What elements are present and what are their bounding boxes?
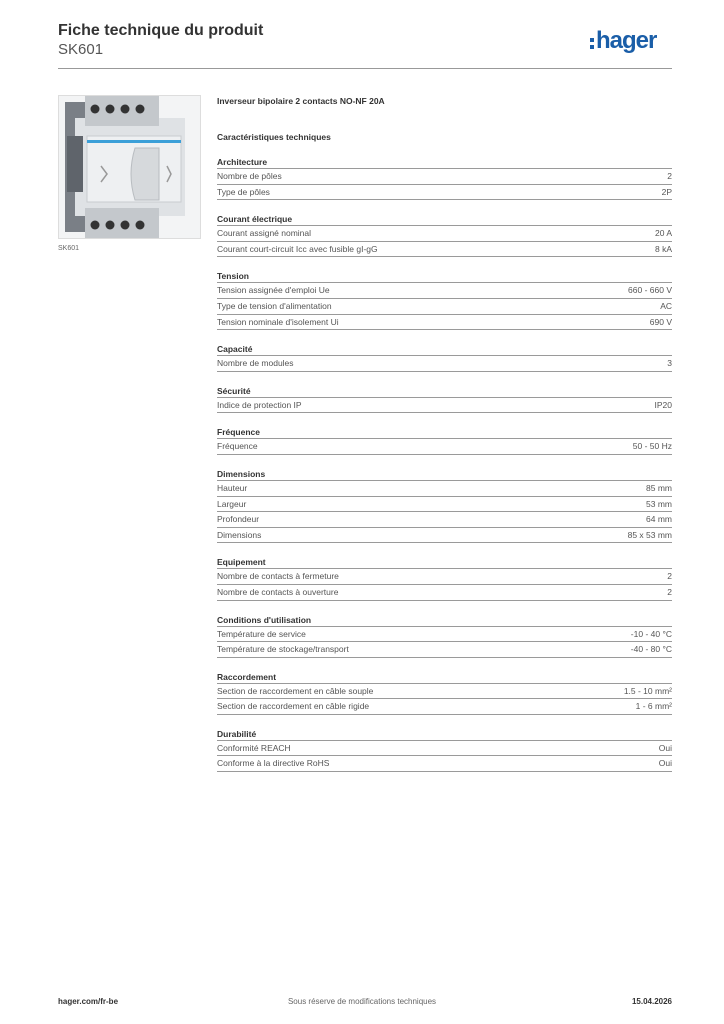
spec-label: Courant assigné nominal bbox=[217, 228, 312, 239]
characteristics-title: Caractéristiques techniques bbox=[217, 132, 331, 142]
spec-row bbox=[217, 740, 672, 756]
footer-notice: Sous réserve de modifications techniques bbox=[287, 997, 437, 1006]
spec-row bbox=[217, 496, 672, 512]
spec-row bbox=[217, 438, 672, 455]
spec-section bbox=[217, 156, 672, 200]
spec-row bbox=[217, 184, 672, 201]
section-title: Architecture bbox=[217, 157, 268, 167]
spec-value: -40 - 80 °C bbox=[630, 644, 672, 655]
spec-label: Section de raccordement en câble souple bbox=[217, 685, 374, 696]
spec-value: 2 bbox=[667, 586, 672, 597]
spec-row bbox=[217, 641, 672, 658]
spec-row bbox=[217, 584, 672, 601]
spec-row bbox=[217, 527, 672, 544]
spec-row bbox=[217, 168, 672, 184]
section-title: Sécurité bbox=[217, 385, 251, 396]
spec-row bbox=[217, 282, 672, 298]
footer-website-link[interactable]: hager.com/fr-be bbox=[58, 997, 119, 1006]
header-divider bbox=[58, 68, 672, 69]
spec-section bbox=[217, 728, 672, 772]
hager-logo bbox=[590, 26, 656, 56]
section-title: Raccordement bbox=[217, 671, 277, 682]
section-title: Fréquence bbox=[217, 427, 260, 438]
section-title: Durabilité bbox=[217, 728, 257, 739]
spec-row bbox=[217, 511, 672, 527]
spec-label: Température de stockage/transport bbox=[217, 644, 349, 655]
spec-row bbox=[217, 298, 672, 314]
spec-section bbox=[217, 468, 672, 543]
spec-value: Oui bbox=[658, 758, 672, 769]
spec-label: Hauteur bbox=[217, 482, 248, 493]
logo-dots-icon bbox=[590, 38, 594, 49]
spec-section bbox=[217, 556, 672, 600]
spec-row bbox=[217, 314, 672, 331]
footer-date: 15.04.2026 bbox=[631, 997, 672, 1006]
spec-row bbox=[217, 397, 672, 414]
spec-value: IP20 bbox=[654, 399, 672, 410]
spec-value: 3 bbox=[667, 358, 672, 369]
spec-value: 1.5 - 10 mm² bbox=[623, 685, 672, 696]
spec-value: AC bbox=[660, 300, 672, 311]
spec-section bbox=[217, 270, 672, 330]
spec-sections bbox=[217, 156, 672, 772]
spec-label: Conforme à la directive RoHS bbox=[217, 758, 330, 769]
section-title: Capacité bbox=[217, 344, 253, 355]
spec-value: 85 mm bbox=[646, 482, 672, 493]
spec-row bbox=[217, 241, 672, 258]
spec-section bbox=[217, 213, 672, 257]
spec-label: Profondeur bbox=[217, 514, 260, 525]
spec-label: Fréquence bbox=[217, 441, 258, 452]
spec-label: Nombre de modules bbox=[217, 358, 294, 369]
spec-section bbox=[217, 614, 672, 658]
spec-label: Conformité REACH bbox=[217, 742, 291, 753]
logo-text: hager bbox=[596, 27, 657, 54]
spec-value: Oui bbox=[658, 742, 672, 753]
spec-section bbox=[217, 385, 672, 414]
spec-section bbox=[217, 671, 672, 715]
spec-row bbox=[217, 568, 672, 584]
spec-value: 53 mm bbox=[646, 498, 672, 509]
spec-label: Courant court-circuit Icc avec fusible gI-gG bbox=[217, 243, 378, 254]
spec-label: Section de raccordement en câble rigide bbox=[217, 701, 370, 712]
spec-value: 2 bbox=[667, 171, 672, 181]
spec-value: 660 - 660 V bbox=[628, 285, 672, 296]
product-reference: SK601 bbox=[58, 41, 104, 58]
spec-label: Tension nominale d'isolement Ui bbox=[217, 316, 339, 327]
spec-value: 64 mm bbox=[646, 514, 672, 525]
spec-label: Largeur bbox=[217, 498, 247, 509]
switch-device-icon bbox=[59, 96, 200, 238]
spec-value: 1 - 6 mm² bbox=[635, 701, 672, 712]
spec-value: -10 - 40 °C bbox=[630, 628, 672, 639]
page-title: Fiche technique du produit bbox=[58, 22, 264, 39]
spec-value: 2 bbox=[667, 571, 672, 582]
section-title: Dimensions bbox=[217, 468, 266, 479]
spec-label: Température de service bbox=[217, 628, 306, 639]
section-title: Courant électrique bbox=[217, 214, 293, 225]
spec-value: 8 kA bbox=[654, 243, 672, 254]
spec-value: 50 - 50 Hz bbox=[632, 441, 672, 452]
section-title: Tension bbox=[217, 271, 249, 282]
spec-label: Dimensions bbox=[217, 529, 262, 540]
spec-row bbox=[217, 626, 672, 642]
product-description: Inverseur bipolaire 2 contacts NO-NF 20A bbox=[217, 96, 385, 106]
image-caption: SK601 bbox=[58, 245, 80, 252]
spec-row bbox=[217, 480, 672, 496]
spec-label: Type de tension d'alimentation bbox=[217, 300, 332, 311]
spec-section bbox=[217, 343, 672, 372]
spec-content bbox=[217, 96, 672, 785]
section-title: Conditions d'utilisation bbox=[217, 614, 312, 625]
product-image bbox=[58, 95, 201, 239]
spec-value: 20 A bbox=[654, 228, 672, 239]
spec-section bbox=[217, 426, 672, 455]
spec-value: 2P bbox=[661, 186, 672, 197]
spec-value: 690 V bbox=[649, 316, 672, 327]
spec-row bbox=[217, 355, 672, 372]
spec-label: Nombre de pôles bbox=[217, 171, 282, 181]
spec-label: Type de pôles bbox=[217, 186, 270, 197]
spec-label: Nombre de contacts à fermeture bbox=[217, 571, 339, 582]
spec-label: Indice de protection IP bbox=[217, 399, 302, 410]
spec-label: Nombre de contacts à ouverture bbox=[217, 586, 339, 597]
spec-value: 85 x 53 mm bbox=[627, 529, 672, 540]
spec-row bbox=[217, 225, 672, 241]
section-title: Equipement bbox=[217, 557, 266, 568]
spec-label: Tension assignée d'emploi Ue bbox=[217, 285, 330, 296]
spec-row bbox=[217, 755, 672, 772]
spec-row bbox=[217, 683, 672, 699]
spec-row bbox=[217, 698, 672, 715]
